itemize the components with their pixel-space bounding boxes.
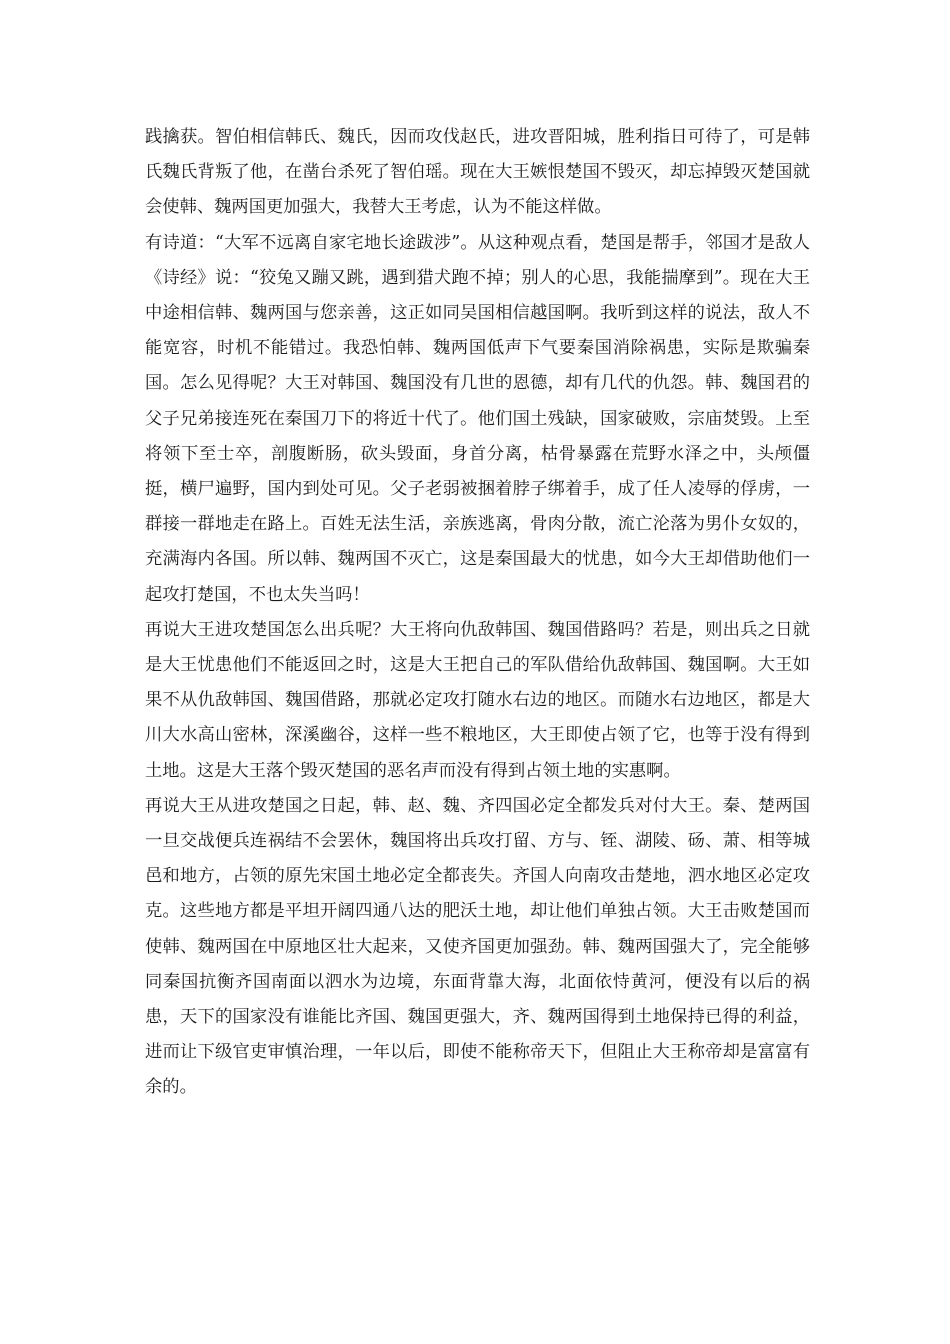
- paragraph-1: 践擒获。智伯相信韩氏、魏氏，因而攻伐赵氏，进攻晋阳城，胜利指日可待了，可是韩氏魏氏背叛了他，在凿台杀死了智伯瑶。现在大王嫉恨楚国不毁灭，却忘掉毁灭楚国就会使韩、魏两国更加强大，我替大王考虑，认为不能这样做。: [145, 127, 810, 218]
- paragraph-2: 有诗道：“大军不远离自家宅地长途跋涉”。从这种观点看，楚国是帮手，邻国才是敌人《诗经》说：“狡兔又蹦又跳，遇到猎犬跑不掉；别人的心思，我能揣摩到”。现在大王中途相信韩、魏两国与您亲善，这正如同吴国相信越国啊。我听到这样的说法，敌人不能宽容，时机不能错过。我恐怕韩、魏两国低声下气要秦国消除祸患，实际是欺骗秦国。怎么见得呢？大王对韩国、魏国没有几世的恩德，却有几代的仇怨。韩、魏国君的父子兄弟接连死在秦国刀下的将近十代了。他们国土残缺，国家破败，宗庙焚毁。上至将领下至士卒，剖腹断肠，砍头毁面，身首分离，枯骨暴露在荒野水泽之中，头颅僵挺，横尸遍野，国内到处可见。父子老弱被捆着脖子绑着手，成了任人凌辱的俘虏，一群接一群地走在路上。百姓无法生活，亲族逃离，骨肉分散，流亡沦落为男仆女奴的，充满海内各国。所以韩、魏两国不灭亡，这是秦国最大的忧患，如今大王却借助他们一起攻打楚国，不也太失当吗！: [145, 232, 810, 605]
- paragraph-4: 再说大王从进攻楚国之日起，韩、赵、魏、齐四国必定全都发兵对付大王。秦、楚两国一旦交战便兵连祸结不会罢休，魏国将出兵攻打留、方与、铚、湖陵、砀、萧、相等城邑和地方，占领的原先宋国土地必定全都丧失。齐国人向南攻击楚地，泗水地区必定攻克。这些地方都是平坦开阔四通八达的肥沃土地，却让他们单独占领。大王击败楚国而使韩、魏两国在中原地区壮大起来，又使齐国更加强劲。韩、魏两国强大了，完全能够同秦国抗衡齐国南面以泗水为边境，东面背靠大海，北面依恃黄河，便没有以后的祸患，天下的国家没有谁能比齐国、魏国更强大，齐、魏两国得到土地保持已得的利益，进而让下级官吏审慎治理，一年以后，即使不能称帝天下，但阻止大王称帝却是富富有余的。: [145, 795, 810, 1098]
- paragraph-3: 再说大王进攻楚国怎么出兵呢？大王将向仇敌韩国、魏国借路吗？若是，则出兵之日就是大王忧患他们不能返回之时，这是大王把自己的军队借给仇敌韩国、魏国啊。大王如果不从仇敌韩国、魏国借路，那就必定攻打随水右边的地区。而随水右边地区，都是大川大水高山密林，深溪幽谷，这样一些不粮地区，大王即使占领了它，也等于没有得到土地。这是大王落个毁灭楚国的恶名声而没有得到占领土地的实惠啊。: [145, 619, 810, 781]
- document-body: [145, 120, 810, 1106]
